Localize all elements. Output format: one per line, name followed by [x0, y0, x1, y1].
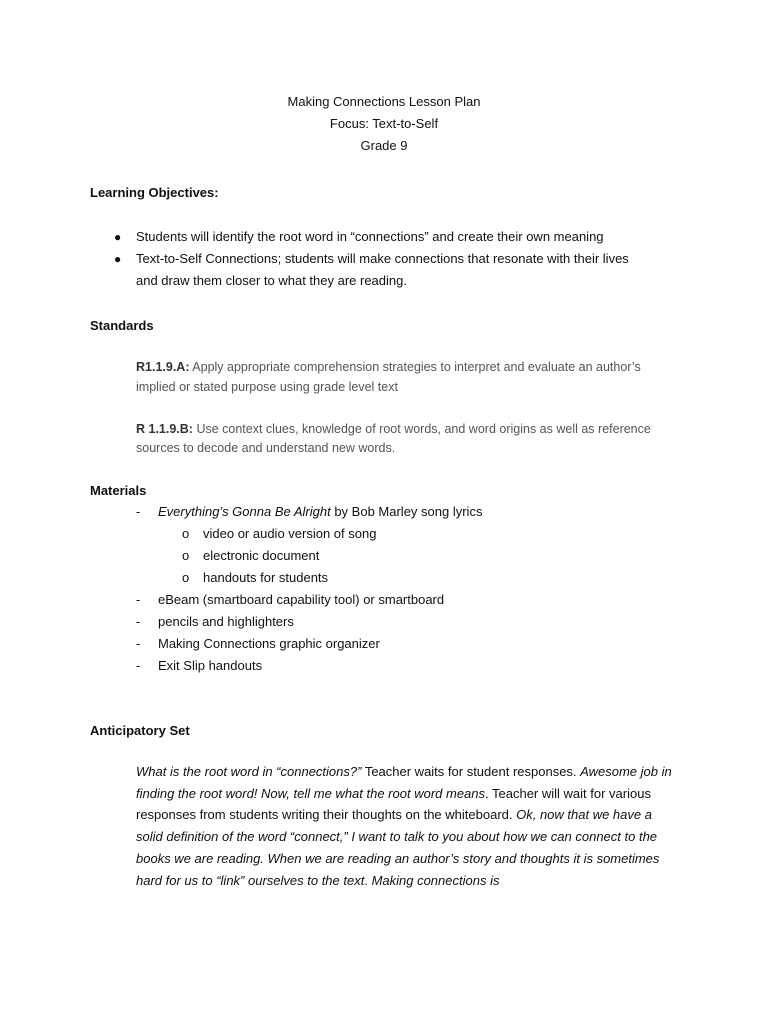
standard-code: R1.1.9.A: [136, 360, 190, 374]
document-grade: Grade 9 [360, 138, 408, 153]
dash-marker: - [136, 592, 141, 607]
song-description: by Bob Marley song lyrics [330, 504, 483, 519]
circle-bullet-icon: o [182, 548, 190, 563]
material-item: pencils and highlighters [158, 614, 294, 629]
material-item: Making Connections graphic organizer [158, 636, 380, 651]
standard-text: Apply appropriate comprehension strategies to interpret and evaluate an author’s [189, 360, 641, 374]
document-title: Making Connections Lesson Plan [287, 94, 481, 109]
objective-item-continued: and draw them closer to what they are reading. [136, 273, 407, 288]
standard-item [136, 422, 651, 436]
standard-text-continued: implied or stated purpose using grade level text [136, 380, 398, 394]
material-subitem: handouts for students [203, 570, 329, 585]
objectives-heading: Learning Objectives: [90, 185, 219, 200]
standard-code: R 1.1.9.B: [136, 422, 193, 436]
standards-heading: Standards [90, 318, 154, 333]
dash-marker: - [136, 636, 141, 651]
teacher-action: Teacher waits for student responses. [361, 764, 581, 779]
bullet-icon: ● [114, 230, 122, 244]
circle-bullet-icon: o [182, 570, 190, 585]
anticipatory-heading: Anticipatory Set [90, 723, 190, 738]
material-item: Exit Slip handouts [158, 658, 263, 673]
material-subitem: video or audio version of song [203, 526, 377, 541]
material-subitem: electronic document [203, 548, 320, 563]
bullet-icon: ● [114, 252, 122, 266]
objective-item: Students will identify the root word in “connections” and create their own meaning [136, 229, 604, 244]
standard-text: Use context clues, knowledge of root words, and word origins as well as reference [192, 422, 651, 436]
dash-marker: - [136, 614, 141, 629]
teacher-action: . Teacher will wait for various responses from students writing their thoughts on the whiteboard. [136, 785, 651, 823]
teacher-dialogue: Making connections is [371, 872, 500, 888]
sentence-break: . [364, 872, 372, 888]
material-item: eBeam (smartboard capability tool) or smartboard [158, 592, 445, 607]
anticipatory-paragraph [136, 761, 681, 891]
teacher-question: What is the root word in “connections?” [136, 764, 362, 779]
standard-text-continued: sources to decode and understand new words. [136, 441, 396, 455]
material-item [158, 504, 482, 519]
dash-marker: - [136, 504, 141, 519]
materials-heading: Materials [90, 483, 147, 498]
song-title: Everything’s Gonna Be Alright [158, 504, 331, 519]
teacher-dialogue: Ok, now that we have a solid definition of the word “connect,” I want to talk to you about how we can connect to the books we are reading. When we are reading an author’s story and thoughts it is sometimes hard for us to “link” ourselves to the text [136, 807, 660, 888]
dash-marker: - [136, 658, 141, 673]
circle-bullet-icon: o [182, 526, 190, 541]
document-focus: Focus: Text-to-Self [329, 116, 439, 131]
teacher-dialogue: Awesome job in finding the root word! Now, tell me what the root word means [136, 764, 672, 801]
standard-item [136, 360, 641, 374]
objective-item: Text-to-Self Connections; students will make connections that resonate with their lives [136, 251, 629, 266]
